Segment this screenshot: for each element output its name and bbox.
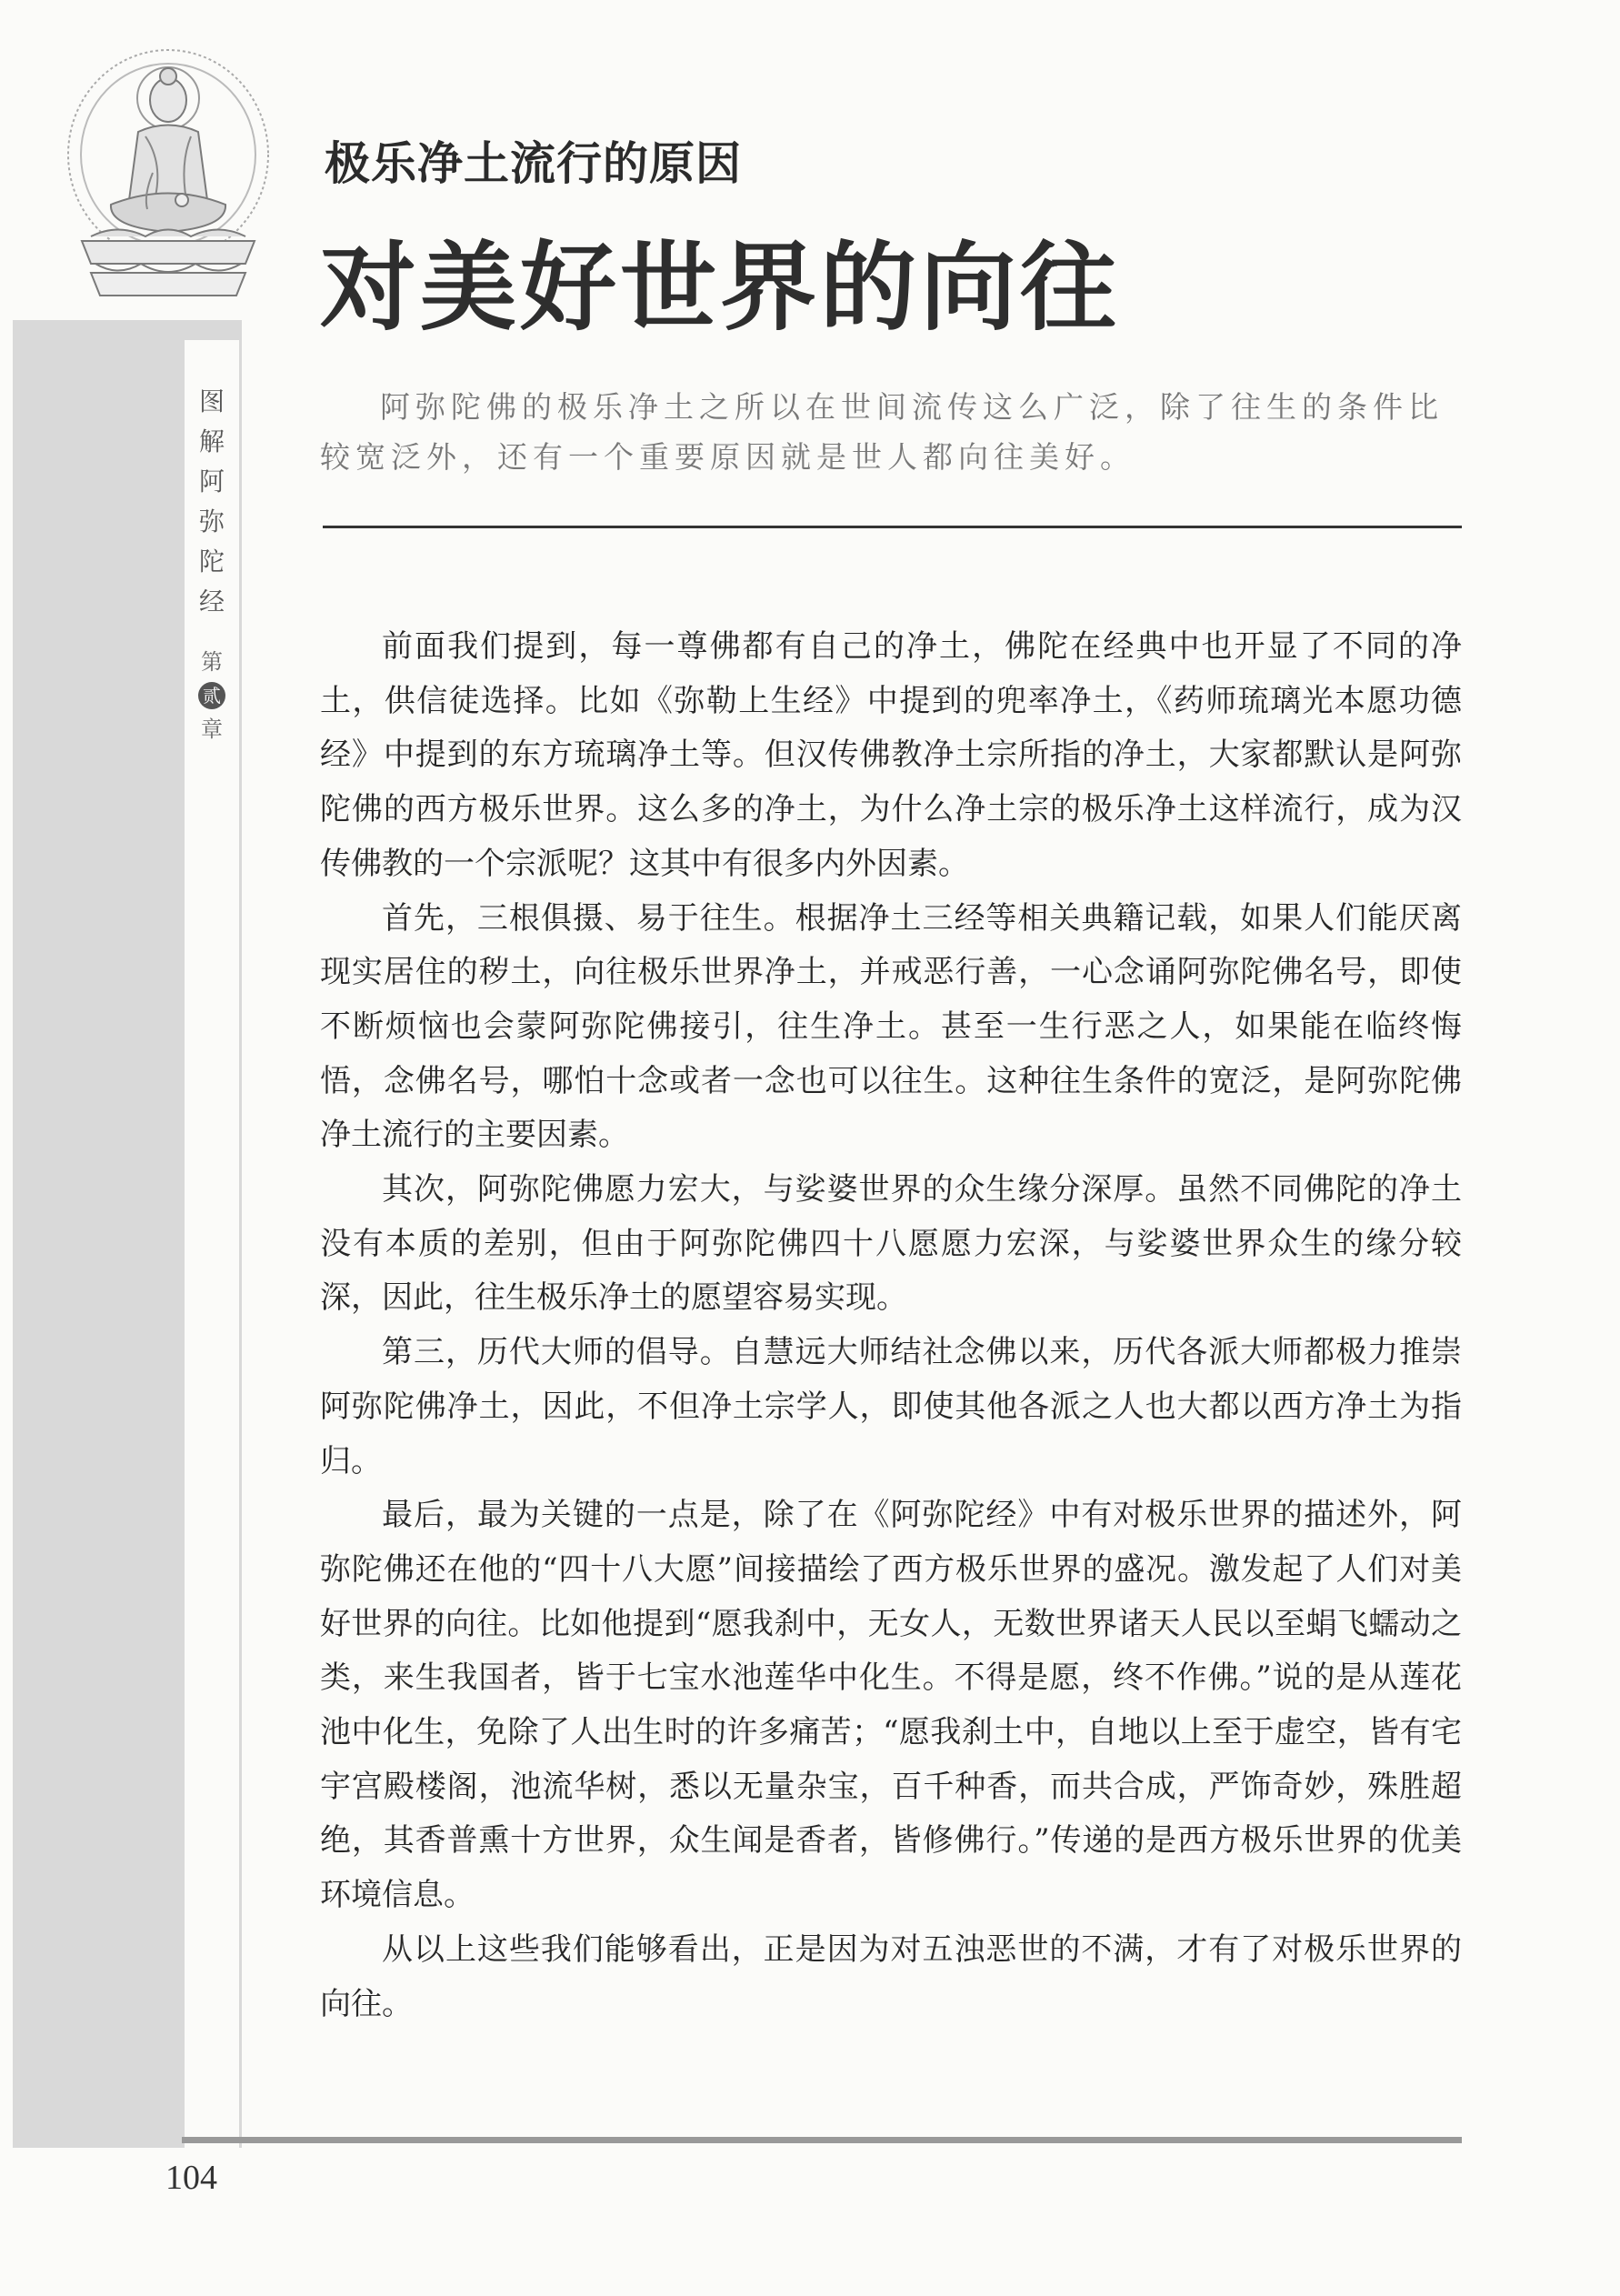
page-number: 104 (165, 2159, 217, 2197)
section-subtitle: 极乐净土流行的原因 (325, 136, 742, 190)
chapter-label (198, 646, 225, 746)
paragraph: 首先，三根俱摄、易于往生。根据净土三经等相关典籍记载，如果人们能厌离现实居住的秽土，向往极乐世界净土，并戒恶行善，一心念诵阿弥陀佛名号，即使不断烦恼也会蒙阿弥陀佛接引，往生净土。甚至一生行恶之人，如果能在临终悔悟，念佛名号，哪怕十念或者一念也可以往生。这种往生条件的宽泛，是阿弥陀佛净土流行的主要因素。 (320, 899, 1462, 1154)
book-title-char: 经 (198, 587, 225, 617)
body-text (320, 620, 1462, 2031)
page-title: 对美好世界的向往 (320, 230, 1120, 344)
running-head (185, 382, 239, 746)
chapter-suffix: 章 (201, 717, 223, 742)
seated-buddha-icon (55, 45, 282, 309)
book-title-char: 解 (198, 426, 225, 456)
paragraph: 前面我们提到，每一尊佛都有自己的净土，佛陀在经典中也开显了不同的净土，供信徒选择。比如《弥勒上生经》中提到的兜率净土，《药师琉璃光本愿功德经》中提到的东方琉璃净土等。但汉传佛教净土宗所指的净土，大家都默认是阿弥陀佛的西方极乐世界。这么多的净土，为什么净土宗的极乐净土这样流行，成为汉传佛教的一个宗派呢？这其中有很多内外因素。 (320, 628, 1462, 882)
book-title-char: 阿 (198, 466, 225, 496)
chapter-number-badge: 贰 (198, 682, 225, 709)
intro-text: 阿弥陀佛的极乐净土之所以在世间流传这么广泛，除了往生的条件比较宽泛外，还有一个重要原因就是世人都向往美好。 (320, 389, 1444, 475)
paragraph: 其次，阿弥陀佛愿力宏大，与娑婆世界的众生缘分深厚。虽然不同佛陀的净土没有本质的差别，但由于阿弥陀佛四十八愿愿力宏深，与娑婆世界众生的缘分较深，因此，往生极乐净土的愿望容易实现。 (320, 1171, 1462, 1317)
book-title-char: 弥 (198, 506, 225, 536)
chapter-prefix: 第 (201, 649, 223, 675)
divider-top (323, 526, 1462, 528)
book-title-char: 图 (198, 386, 225, 416)
book-title-vertical (199, 382, 225, 622)
paragraph: 第三，历代大师的倡导。自慧远大师结社念佛以来，历代各派大师都极力推崇阿弥陀佛净土，因此，不但净土宗学人，即使其他各派之人也大都以西方净土为指归。 (320, 1334, 1462, 1479)
divider-bottom (182, 2137, 1462, 2143)
paragraph: 从以上这些我们能够看出，正是因为对五浊恶世的不满，才有了对极乐世界的向往。 (320, 1930, 1462, 2022)
paragraph: 最后，最为关键的一点是，除了在《阿弥陀经》中有对极乐世界的描述外，阿弥陀佛还在他的“四十八大愿”间接描绘了西方极乐世界的盛况。激发起了人们对美好世界的向往。比如他提到“愿我刹中，无女人，无数世界诸天人民以至蜎飞蠕动之类，来生我国者，皆于七宝水池莲华中化生。不得是愿，终不作佛。”说的是从莲花池中化生，免除了人出生时的许多痛苦；“愿我刹土中，自地以上至于虚空，皆有宅宇宫殿楼阁，池流华树，悉以无量杂宝，百千种香，而共合成，严饰奇妙，殊胜超绝，其香普熏十方世界，众生闻是香者，皆修佛行。”传递的是西方极乐世界的优美环境信息。 (320, 1497, 1462, 1914)
book-title-char: 陀 (198, 546, 225, 577)
